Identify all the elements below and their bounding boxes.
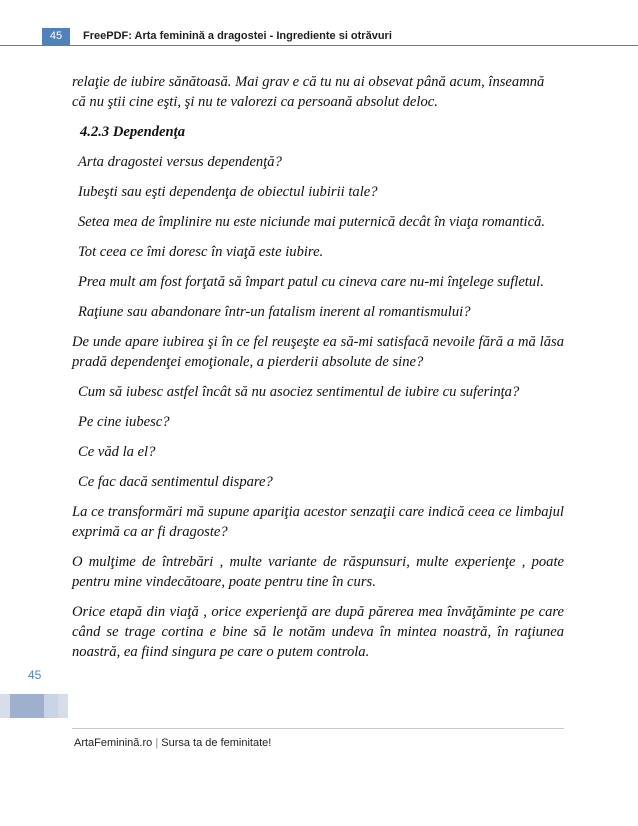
paragraph-7: De unde apare iubirea şi în ce fel reuşeşte ea să-mi satisfacă nevoile fără a mă lăsa pradă dependenţei emoţionale, a pierderii absolute de sine? <box>72 334 564 370</box>
paragraph-2: Iubeşti sau eşti dependenţa de obiectul iubirii tale? <box>78 184 378 200</box>
paragraph-10: Ce văd la el? <box>78 444 156 460</box>
paragraph-12: La ce transformări mă supune apariţia acestor senzaţii care indică ceea ce limbajul exprimă ca ar fi dragoste? <box>72 504 564 540</box>
paragraph-4: Tot ceea ce îmi doresc în viaţă este iubire. <box>78 244 324 260</box>
page-tab-decoration <box>0 694 68 718</box>
page-body <box>72 72 564 662</box>
footer-separator: | <box>155 737 159 749</box>
header-page-number: 45 <box>42 28 70 45</box>
paragraph-13: O mulţime de întrebări , multe variante de răspunsuri, multe experienţe , poate pentru mine vindecătoare, poate pentru tine în curs. <box>72 554 564 590</box>
section-heading: 4.2.3 Dependenţa <box>80 124 185 140</box>
intro-line-1: relaţie de iubire sănătoasă. Mai grav e că tu nu ai obsevat până acum, înseamnă <box>72 74 545 90</box>
paragraph-6: Raţiune sau abandonare într-un fatalism inerent al romantismului? <box>78 304 471 320</box>
intro-line-2: că nu ştii cine eşti, şi nu te valorezi ca persoană absolut deloc. <box>72 94 438 110</box>
paragraph-5: Prea mult am fost forţată să împart patul cu cineva care nu-mi înţelege sufletul. <box>78 274 544 290</box>
paragraph-8: Cum să iubesc astfel încât să nu asociez sentimentul de iubire cu suferinţa? <box>78 384 520 400</box>
page-footer <box>74 736 271 750</box>
page-header <box>0 25 638 47</box>
header-rule <box>0 45 638 46</box>
paragraph-1: Arta dragostei versus dependenţă? <box>78 154 282 170</box>
paragraph-14: Orice etapă din viaţă , orice experienţă are după părerea mea învăţăminte pe care când se trage cortina e bine să le notăm undeva în mintea noastră, în raţiunea noastră, ea fiind singura pe care o putem controla. <box>72 604 564 660</box>
footer-rule <box>72 728 564 729</box>
paragraph-9: Pe cine iubesc? <box>78 414 170 430</box>
tab-light-band <box>44 694 58 718</box>
footer-site: ArtaFeminină.ro <box>74 737 153 749</box>
footer-tagline: Sursa ta de feminitate! <box>161 737 272 749</box>
header-title: FreePDF: Arta feminină a dragostei - Ingrediente si otrăvuri <box>83 30 392 42</box>
paragraph-3: Setea mea de împlinire nu este niciunde mai puternică decât în viaţa romantică. <box>78 214 546 230</box>
paragraph-11: Ce fac dacă sentimentul dispare? <box>78 474 273 490</box>
margin-page-number: 45 <box>28 668 42 682</box>
